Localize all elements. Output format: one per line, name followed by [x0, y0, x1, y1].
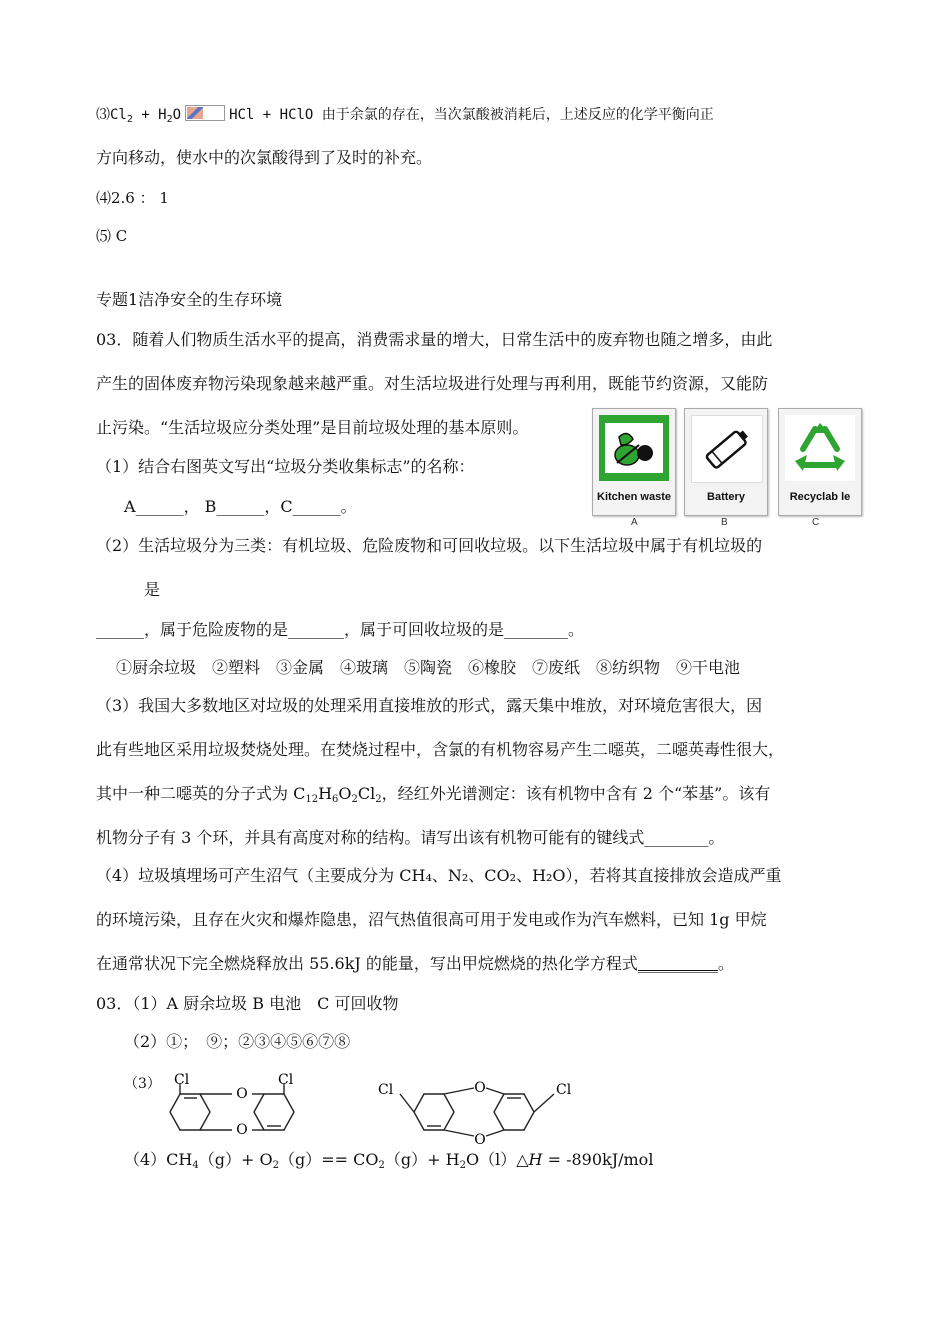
text-seg: O（l） — [465, 1150, 517, 1169]
text-seg: （g）+ O — [198, 1150, 273, 1169]
label-c: ，C — [264, 497, 293, 516]
part4-line1: （4）垃圾填埋场可产生沼气（主要成分为 CH₄、N₂、CO₂、H₂O），若将其直接排放会造成严重 — [96, 866, 782, 885]
text-seg: ，属于可回收垃圾的是 — [344, 620, 505, 639]
sign-letter-c: C — [812, 517, 820, 528]
answer-2: （2）①； ⑨；②③④⑤⑥⑦⑧ — [124, 1032, 351, 1051]
prev-answer-3-cont: 方向移动，使水中的次氯酸得到了及时的补充。 — [96, 148, 433, 167]
question-intro-line2: 产生的固体废弃物污染现象越来越严重。对生活垃圾进行处理与再利用，既能节约资源，又能防 — [96, 374, 769, 393]
text-seg: = -890kJ/mol — [542, 1150, 654, 1169]
part4-line3 — [96, 954, 734, 974]
text-seg: （g）== CO — [279, 1150, 379, 1169]
dioxin-structure-2 — [374, 1072, 594, 1146]
text-seg: （g）+ H — [384, 1150, 460, 1169]
sign-caption: Kitchen waste — [597, 491, 671, 503]
answer-3-label: （3） — [124, 1076, 161, 1092]
subscript: 2 — [378, 1160, 385, 1171]
chlorine-label: Cl — [174, 1072, 190, 1088]
prev-answer-3 — [96, 105, 714, 125]
text-seg: + H — [132, 107, 167, 123]
battery-sign — [684, 408, 768, 516]
part2-items: ①厨余垃圾 ②塑料 ③金属 ④玻璃 ⑤陶瓷 ⑥橡胶 ⑦废纸 ⑧纺织物 ⑨干电池 — [116, 658, 741, 677]
dioxin-structure-1 — [152, 1072, 332, 1146]
part3-line1: （3）我国大多数地区对垃圾的处理采用直接堆放的形式，露天集中堆放，对环境危害很大，因 — [96, 696, 763, 715]
text-seg: ，经红外光谱测定：该有机物中含有 2 个“苯基”。该有 — [381, 784, 771, 803]
period: 。 — [708, 828, 725, 847]
subscript: 12 — [305, 794, 319, 805]
part2-line1: （2）生活垃圾分为三类：有机垃圾、危险废物和可回收垃圾。以下生活垃圾中属于有机垃圾的 — [96, 536, 763, 555]
text-seg: 在通常状况下完全燃烧释放出 55.6kJ 的能量，写出甲烷燃烧的热化学方程式 — [96, 954, 638, 973]
sign-caption: Battery — [707, 491, 745, 503]
part2-line2: 是 — [144, 580, 161, 599]
benzene-ring — [494, 1094, 534, 1130]
part1-prompt: （1）结合右图英文写出“垃圾分类收集标志”的名称： — [96, 457, 475, 476]
part4-line2: 的环境污染，且存在火灾和爆炸隐患，沼气热值很高可用于发电或作为汽车燃料，已知 1g 甲烷 — [96, 910, 767, 929]
blank-recyclable: ________ — [504, 620, 569, 639]
subscript: 4 — [192, 1160, 199, 1171]
question-intro-line1: 03．随着人们物质生活水平的提高，消费需求量的增大，日常生活中的废弃物也随之增多，由此 — [96, 330, 773, 349]
part3-line4 — [96, 828, 724, 848]
kitchen-waste-icon — [599, 415, 669, 481]
blank-equation: __________ — [637, 954, 718, 973]
benzene-ring — [254, 1094, 294, 1130]
part2-line3 — [96, 620, 584, 640]
battery-icon — [691, 415, 763, 483]
text-seg: ，属于危险废物的是 — [144, 620, 289, 639]
recyclable-sign — [778, 408, 862, 516]
period: 。 — [340, 497, 357, 516]
subscript: 2 — [351, 794, 358, 805]
text-seg: 其中一种二噁英的分子式为 C — [96, 784, 306, 803]
subscript: 2 — [272, 1160, 279, 1171]
sign-caption: Recyclab le — [789, 491, 851, 503]
subscript: 2 — [375, 794, 382, 805]
topic-title: 专题1洁净安全的生存环境 — [96, 290, 283, 309]
period: 。 — [717, 954, 734, 973]
recycle-icon — [785, 415, 855, 481]
label-b: ， B — [183, 497, 217, 516]
sign-letter-b: B — [721, 517, 728, 528]
blank-organic: ______ — [96, 620, 144, 639]
kitchen-waste-sign — [592, 408, 676, 516]
chlorine-label: Cl — [378, 1082, 394, 1098]
benzene-ring — [170, 1094, 210, 1130]
text-seg: O — [172, 107, 182, 123]
subscript: 2 — [459, 1160, 466, 1171]
oxygen-label: O — [236, 1086, 248, 1102]
blank-c: ______ — [292, 497, 341, 516]
part1-blanks — [124, 497, 357, 517]
text-seg: （4）CH — [124, 1150, 193, 1169]
subscript: 2 — [126, 114, 133, 125]
text-seg: HCl + HClO 由于余氯的存在，当次氯酸被消耗后，上述反应的化学平衡向正 — [229, 107, 714, 123]
chlorine-label: Cl — [556, 1082, 572, 1098]
text-seg: ⑶Cl — [96, 107, 127, 123]
answer-4 — [124, 1150, 653, 1170]
oxygen-label: O — [474, 1080, 486, 1096]
sign-letter-a: A — [631, 517, 638, 528]
enthalpy-symbol: △H — [516, 1150, 543, 1169]
blank-hazardous: _______ — [288, 620, 345, 639]
chlorine-label: Cl — [278, 1072, 294, 1088]
part3-line2: 此有些地区采用垃圾焚烧处理。在焚烧过程中，含氯的有机物容易产生二噁英，二噁英毒性很大， — [96, 740, 785, 759]
part3-line3: 其中一种二噁英的分子式为 $C_{12}H_6O_2Cl_2$，经红外光谱测定：该有机物中含有 2 个“苯基”。该有 — [96, 784, 771, 805]
subscript: 2 — [166, 114, 173, 125]
blank-b: ______ — [216, 497, 265, 516]
question-intro-line3: 止污染。“生活垃圾应分类处理”是目前垃圾处理的基本原则。 — [96, 418, 529, 437]
prev-answer-5: ⑸ C — [96, 227, 128, 245]
benzene-ring — [414, 1094, 454, 1130]
oxygen-label: O — [236, 1122, 248, 1138]
equilibrium-arrow-icon — [185, 105, 225, 121]
blank-structure: ________ — [644, 828, 709, 847]
label-a: A — [124, 497, 136, 516]
oxygen-label: O — [474, 1132, 486, 1146]
period: 。 — [568, 620, 585, 639]
text-seg: 机物分子有 3 个环，并具有高度对称的结构。请写出该有机物可能有的键线式 — [96, 828, 645, 847]
answer-1: 03．（1）A 厨余垃圾 B 电池 C 可回收物 — [96, 994, 399, 1013]
blank-a: ______ — [135, 497, 184, 516]
prev-answer-4: ⑷2.6 ： 1 — [96, 189, 169, 207]
subscript: 6 — [332, 794, 339, 805]
